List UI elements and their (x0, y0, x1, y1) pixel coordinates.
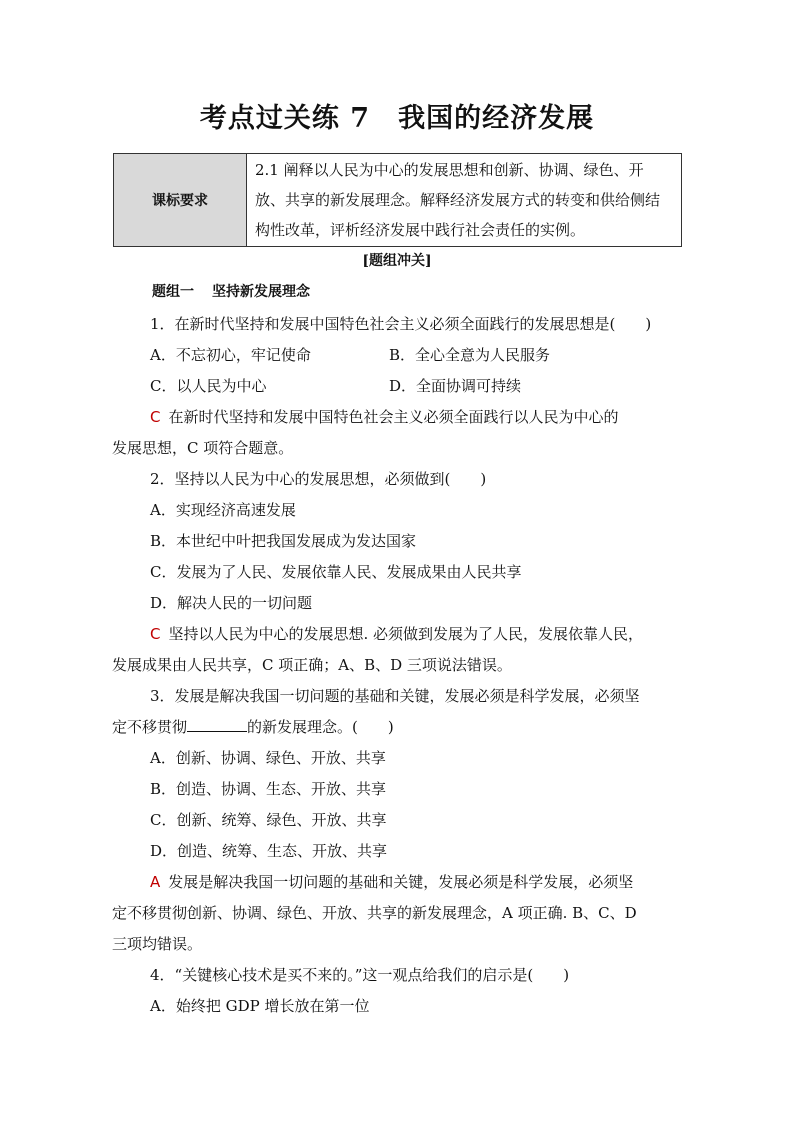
question-1-option-c: C．以人民为中心 (150, 377, 267, 395)
question-3-option-c: C．创新、统筹、绿色、开放、共享 (150, 811, 387, 829)
question-3-option-d: D．创造、统筹、生态、开放、共享 (150, 842, 388, 860)
question-1-stem: 1．在新时代坚持和发展中国特色社会主义必须全面践行的发展思想是( ) (150, 315, 652, 333)
question-3-answer: A (150, 873, 161, 891)
question-1-option-a: A．不忘初心，牢记使命 (150, 346, 311, 364)
question-3-option-a: A．创新、协调、绿色、开放、共享 (150, 749, 386, 767)
question-3-stem-line-1: 3．发展是解决我国一切问题的基础和关键，发展必须是科学发展，必须坚 (150, 687, 640, 705)
question-3-stem-line-2 (112, 712, 682, 743)
question-4-option-a: A．始终把 GDP 增长放在第一位 (150, 997, 370, 1015)
question-1-option-b: B．全心全意为人民服务 (389, 346, 551, 364)
question-3-explanation-line-2: 定不移贯彻创新、协调、绿色、开放、共享的新发展理念，A 项正确. B、C、D (112, 904, 637, 922)
question-3-option-b: B．创造、协调、生态、开放、共享 (150, 780, 387, 798)
question-3-explanation-line-1: 发展是解决我国一切问题的基础和关键，发展必须是科学发展，必须坚 (168, 873, 634, 891)
requirement-label: 课标要求 (114, 154, 247, 247)
question-2-option-a: A．实现经济高速发展 (150, 501, 296, 519)
question-1-options-row-2 (150, 371, 682, 402)
question-1-options-row-1 (150, 340, 682, 371)
question-3-stem-part-b: 的新发展理念。( ) (247, 718, 394, 736)
group-label: 题组一 (152, 284, 194, 300)
question-2-stem: 2．坚持以人民为中心的发展思想，必须做到( ) (150, 470, 487, 488)
question-1-answer: C (150, 408, 161, 426)
curriculum-requirement-table (113, 153, 682, 247)
group-heading (152, 281, 310, 301)
question-1-explanation-line-2: 发展思想，C 项符合题意。 (112, 439, 294, 457)
question-list (112, 309, 682, 1022)
question-1-explanation (150, 402, 682, 433)
question-3-explanation (150, 867, 682, 898)
question-2-option-b: B．本世纪中叶把我国发展成为发达国家 (150, 532, 417, 550)
question-2-answer: C (150, 625, 161, 643)
question-4-stem: 4．“关键核心技术是买不来的。”这一观点给我们的启示是( ) (150, 966, 570, 984)
group-title: 坚持新发展理念 (212, 284, 310, 300)
question-2-option-c: C．发展为了人民、发展依靠人民、发展成果由人民共享 (150, 563, 522, 581)
question-3-stem-part-a: 定不移贯彻 (112, 718, 188, 736)
question-2-explanation-line-2: 发展成果由人民共享，C 项正确；A、B、D 三项说法错误。 (112, 656, 512, 674)
requirement-text: 2.1 阐释以人民为中心的发展思想和创新、协调、绿色、开放、共享的新发展理念。解释经济发展方式的转变和供给侧结构性改革，评析经济发展中践行社会责任的实例。 (247, 154, 682, 247)
question-1-option-d: D．全面协调可持续 (389, 377, 522, 395)
question-2-option-d: D．解决人民的一切问题 (150, 594, 313, 612)
question-2-explanation-line-1: 坚持以人民为中心的发展思想. 必须做到发展为了人民，发展依靠人民， (168, 625, 644, 643)
question-2-explanation (150, 619, 682, 650)
question-3-explanation-line-3: 三项均错误。 (112, 935, 203, 953)
page-title: 考点过关练 7 我国的经济发展 (199, 103, 595, 134)
question-3-blank (187, 715, 247, 732)
question-1-explanation-line-1: 在新时代坚持和发展中国特色社会主义必须全面践行以人民为中心的 (168, 408, 619, 426)
section-heading: [题组冲关] (362, 253, 432, 269)
